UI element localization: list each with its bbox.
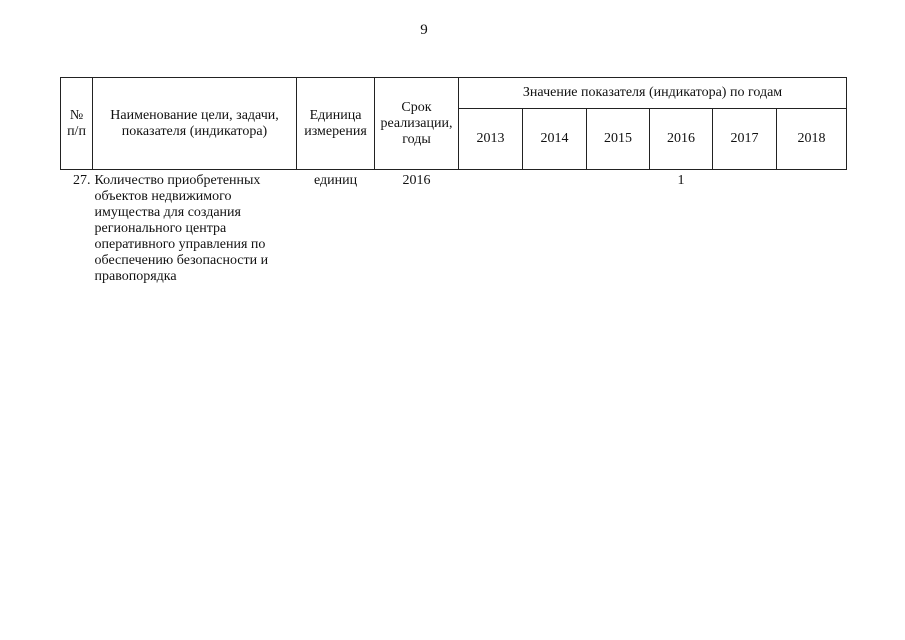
header-unit: Единица измерения (297, 78, 375, 170)
table-header (61, 78, 847, 170)
header-year: 2014 (523, 109, 587, 170)
header-year: 2015 (587, 109, 650, 170)
header-year: 2017 (713, 109, 777, 170)
header-name: Наименование цели, задачи, показателя (индикатора) (93, 78, 297, 170)
indicator-term: 2016 (402, 173, 431, 188)
value-2018 (777, 170, 847, 286)
header-year: 2013 (459, 109, 523, 170)
value-2015 (587, 170, 650, 286)
table-row (61, 170, 847, 286)
header-no: № п/п (61, 78, 93, 170)
value-2016: 1 (677, 173, 685, 188)
indicator-name: Количество приобретенных объектов недвижимого имущества для создания регионального центра оперативного управления по обеспечению безопасности и правопорядка (94, 173, 269, 284)
header-term: Срок реализации, годы (375, 78, 459, 170)
indicator-unit: единиц (313, 173, 358, 188)
header-values-group: Значение показателя (индикатора) по годам (459, 78, 847, 109)
page-number: 9 (420, 22, 428, 38)
header-year: 2016 (650, 109, 713, 170)
value-2014 (523, 170, 587, 286)
row-number: 27. (73, 173, 91, 188)
value-2017 (713, 170, 777, 286)
value-2013 (459, 170, 523, 286)
indicators-table (60, 77, 847, 285)
header-year: 2018 (777, 109, 847, 170)
